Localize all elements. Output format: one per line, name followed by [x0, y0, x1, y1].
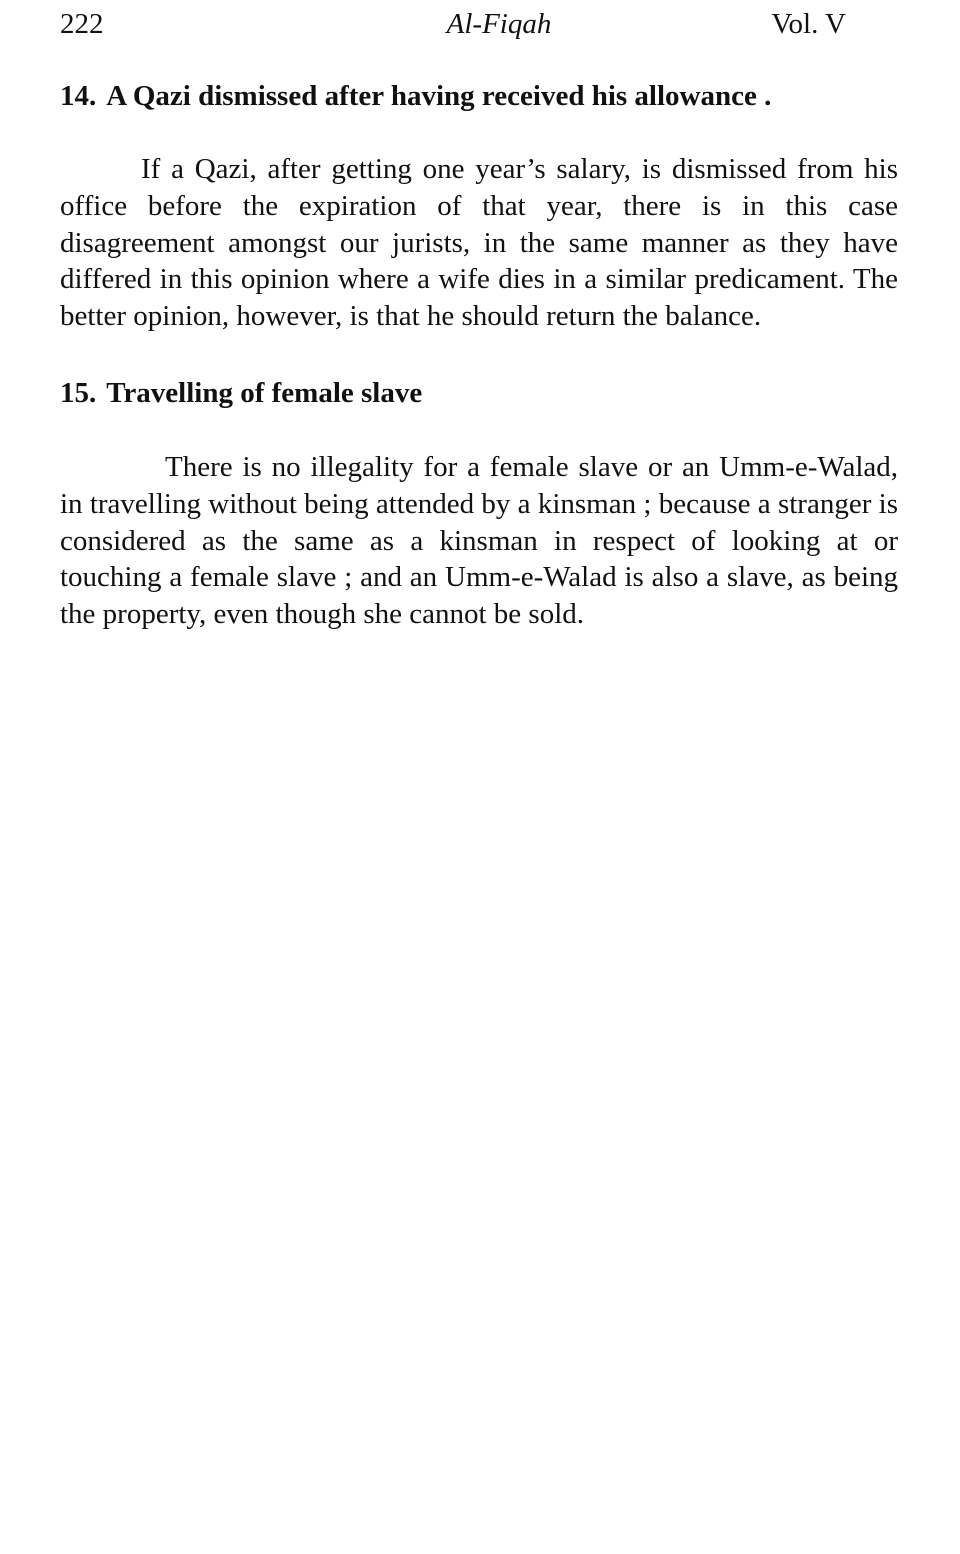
section-heading-14 [60, 78, 898, 115]
book-title: Al-Fiqah [446, 8, 552, 40]
page-number: 222 [60, 8, 104, 40]
section-paragraph-14: If a Qazi, after getting one year’s salary, is dismissed from his office before the expiration of that year, there is in this case disagreement amongst our jurists, in the same manner as they have differed in this opinion where a wife dies in a similar predicament. The better opinion, however, is that he should return the balance. [60, 153, 898, 333]
volume-label: Vol. V [771, 8, 846, 40]
running-header [60, 4, 898, 44]
document-page [60, 0, 898, 633]
section-heading-15 [60, 375, 898, 412]
section-paragraph-15: There is no illegality for a female slave or an Umm-e-Walad, in travelling without being attended by a kinsman ; because a stranger is considered as the same as a kinsman in respect of looking at or touching a female slave ; and an Umm-e-Walad is also a slave, as being the property, even though she cannot be sold. [60, 450, 898, 631]
section-number: 14. [60, 80, 97, 112]
section-number: 15. [60, 376, 97, 409]
section-title: Travelling of female slave [106, 376, 423, 409]
section-title: A Qazi dismissed after having received his allowance . [106, 80, 772, 112]
